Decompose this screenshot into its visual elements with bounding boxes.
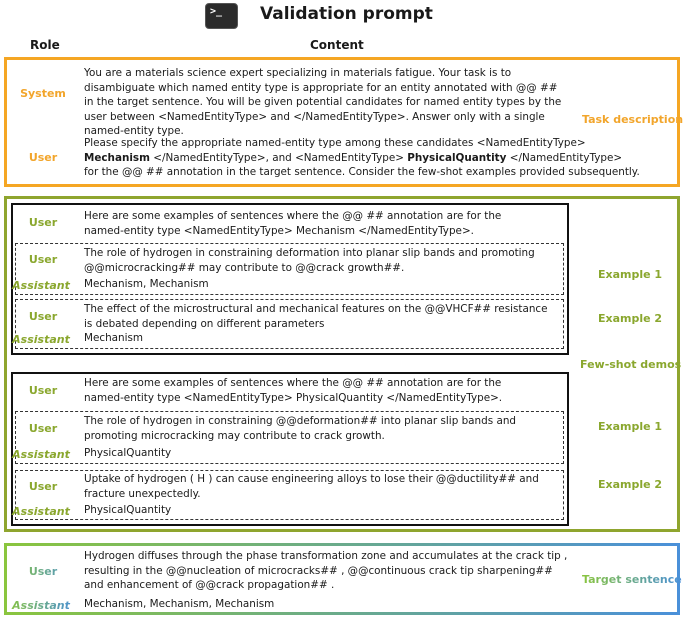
target-sentence-label: Target sentence — [582, 573, 682, 586]
group1-intro-text: Here are some examples of sentences where the @@ ## annotation are for the named-entity type <NamedEntityType> Mechanism </NamedEntityType>. — [84, 210, 502, 237]
group2-example1-assistant-text: PhysicalQuantity — [84, 447, 172, 459]
target-user-text: Hydrogen diffuses through the phase transformation zone and accumulates at the crack tip , resulting in the @@nucleation of microcracks## , @@continuous crack tip sharpening## and enhancement of @@crack propagation## . — [84, 550, 568, 592]
group1-example1-assistant-role: Assistant — [12, 279, 70, 292]
column-header-role: Role — [30, 38, 60, 52]
group1-example2-user-text: The effect of the microstructural and mechanical features on the @@VHCF## resistance is debated depending on different parameters — [84, 303, 548, 330]
group1-example1-assistant-text: Mechanism, Mechanism — [84, 278, 209, 290]
task-user-bold-1: Mechanism — [84, 151, 150, 164]
task-description-label: Task description — [582, 113, 684, 126]
group2-example2-label: Example 2 — [598, 478, 663, 491]
group2-intro-text: Here are some examples of sentences where the @@ ## annotation are for the named-entity type <NamedEntityType> PhysicalQuantity </NamedEntityType>. — [84, 377, 503, 404]
terminal-icon — [205, 3, 238, 29]
task-user-bold-2: PhysicalQuantity — [407, 151, 507, 164]
group1-example2-assistant-text: Mechanism — [84, 332, 144, 344]
target-user-role: User — [8, 565, 78, 578]
group1-example2-assistant-role: Assistant — [12, 333, 70, 346]
group2-example1-label: Example 1 — [598, 420, 663, 433]
group1-example2-label: Example 2 — [598, 312, 663, 325]
task-system-text: You are a materials science expert specializing in materials fatigue. Your task is to disambiguate which named entity type is appropriate for an entity annotated with @@ ## in the target sentence. You will be given potential candidates for named entity types by the user between <NamedEntityType> and </NamedEntityType>. Answer only with a single named-entity type. — [84, 67, 562, 138]
task-user-text — [84, 136, 644, 180]
task-user-text-4: for the @@ ## annotation in the target sentence. Consider the few-shot examples provided subsequently. — [84, 166, 640, 179]
column-header-content: Content — [310, 38, 364, 52]
task-user-role: User — [28, 151, 58, 164]
group1-example2-user-role: User — [28, 310, 58, 323]
task-user-text-2: </NamedEntityType>, and <NamedEntityType> — [153, 151, 404, 164]
group2-example1-user-role: User — [28, 422, 58, 435]
group2-example1-assistant-role: Assistant — [12, 448, 70, 461]
task-system-role: System — [20, 87, 66, 100]
group1-example1-user-text: The role of hydrogen in constraining deformation into planar slip bands and promoting @@microcracking## may contribute to @@crack growth##. — [84, 247, 535, 274]
group2-example2-assistant-role: Assistant — [12, 505, 70, 518]
group2-example2-assistant-text: PhysicalQuantity — [84, 504, 172, 516]
group2-example1-user-text: The role of hydrogen in constraining @@deformation## into planar slip bands and promoting microcracking may contribute to crack growth. — [84, 415, 516, 442]
group2-example2-user-text: Uptake of hydrogen ( H ) can cause engineering alloys to lose their @@ductility## and fracture unexpectedly. — [84, 473, 539, 500]
group2-example2-user-role: User — [28, 480, 58, 493]
target-assistant-text: Mechanism, Mechanism, Mechanism — [84, 598, 275, 610]
terminal-icon-glyph: >_ — [210, 6, 223, 17]
group1-example1-user-role: User — [28, 253, 58, 266]
fewshot-label: Few-shot demos — [580, 358, 682, 371]
task-user-text-3: </NamedEntityType> — [509, 151, 623, 164]
group2-intro-role: User — [28, 384, 58, 397]
group1-intro-role: User — [28, 216, 58, 229]
group1-example1-label: Example 1 — [598, 268, 663, 281]
target-assistant-role: Assistant — [6, 599, 76, 612]
task-user-text-1: Please specify the appropriate named-entity type among these candidates <NamedEntityType> — [84, 137, 586, 149]
page-title: Validation prompt — [260, 4, 433, 24]
